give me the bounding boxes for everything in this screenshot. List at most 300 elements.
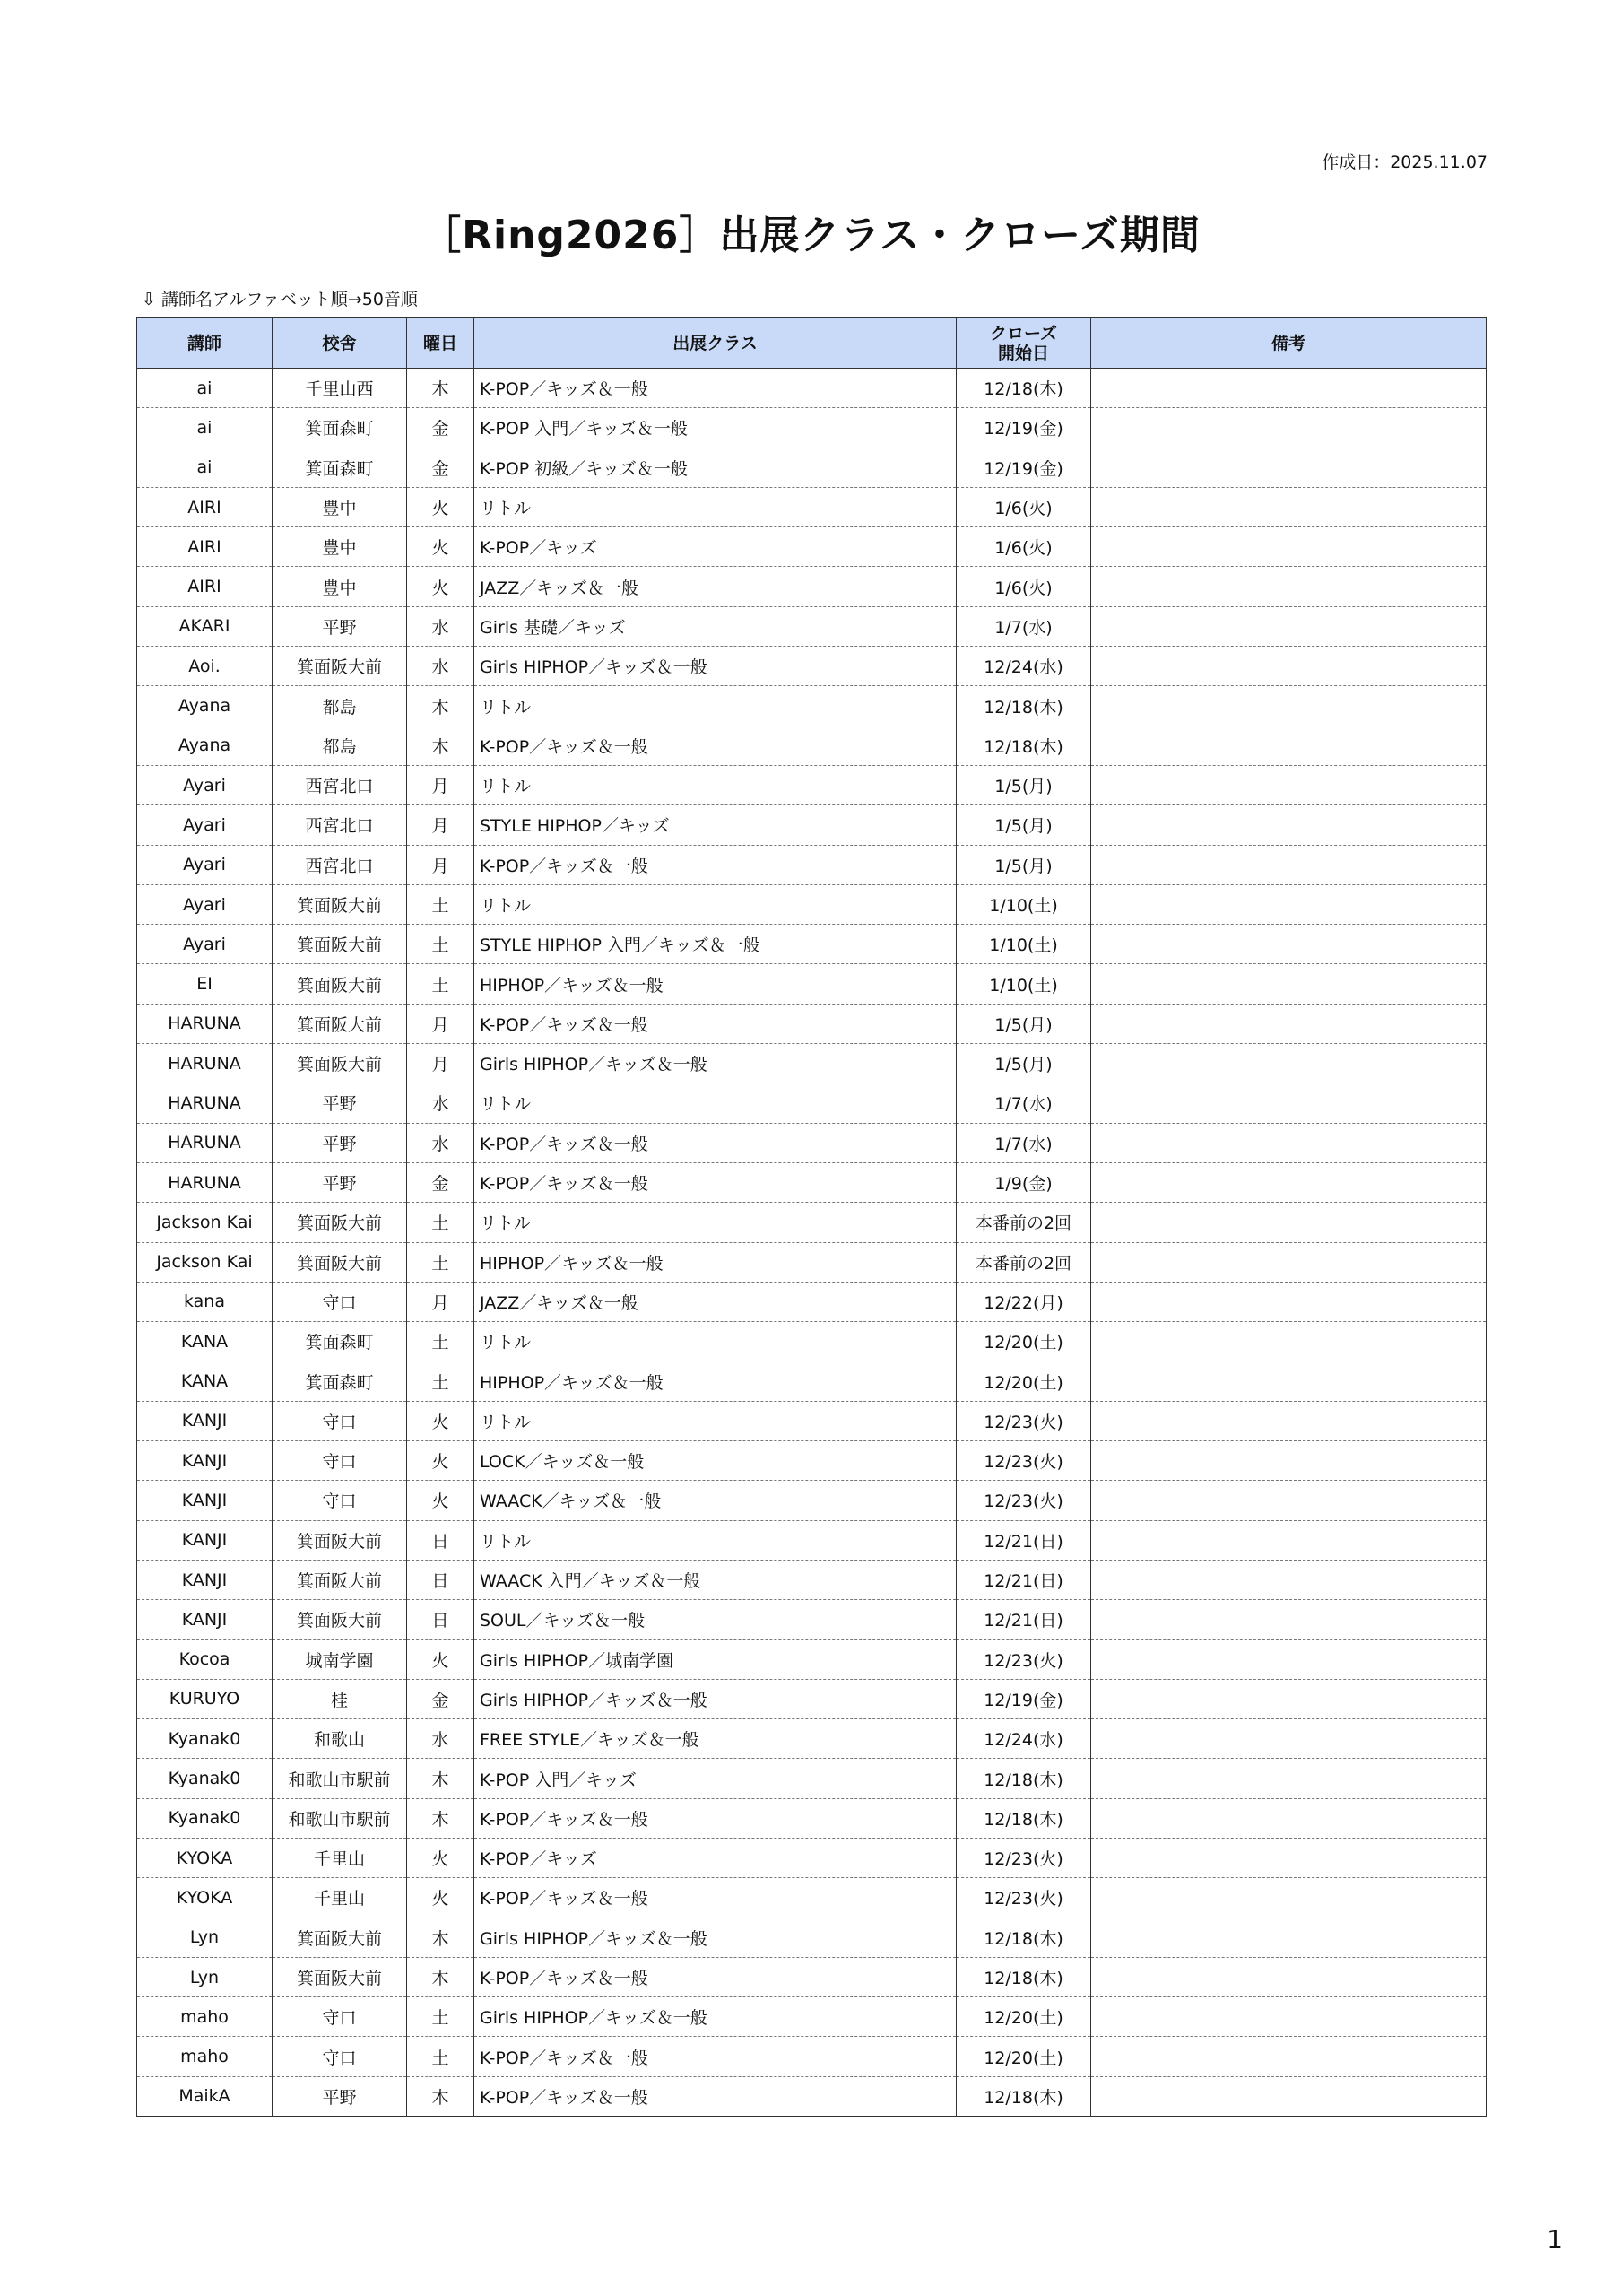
cell-close-start: 1/7(水) (957, 1123, 1091, 1162)
table-row (137, 1957, 1487, 1996)
cell-notes (1091, 1162, 1487, 1202)
cell-close-start: 1/10(土) (957, 884, 1091, 924)
cell-class: K-POP 入門／キッズ＆一般 (474, 408, 957, 448)
cell-school: 箕面阪大前 (273, 1242, 407, 1282)
cell-close-start: 12/19(金) (957, 408, 1091, 448)
cell-class: HIPHOP／キッズ＆一般 (474, 1242, 957, 1282)
cell-close-start: 12/19(金) (957, 1679, 1091, 1718)
table-row (137, 1083, 1487, 1123)
cell-weekday: 土 (407, 964, 474, 1004)
cell-school: 守口 (273, 1481, 407, 1520)
cell-class: リトル (474, 487, 957, 526)
cell-close-start: 1/7(水) (957, 1083, 1091, 1123)
cell-weekday: 火 (407, 1878, 474, 1918)
cell-school: 箕面阪大前 (273, 1203, 407, 1242)
cell-close-start: 本番前の2回 (957, 1203, 1091, 1242)
cell-school: 守口 (273, 2037, 407, 2076)
table-row (137, 1759, 1487, 1798)
cell-school: 箕面阪大前 (273, 1600, 407, 1639)
cell-school: 千里山西 (273, 369, 407, 408)
cell-class: K-POP／キッズ (474, 1838, 957, 1877)
cell-notes (1091, 647, 1487, 686)
cell-school: 箕面阪大前 (273, 964, 407, 1004)
cell-school: 箕面阪大前 (273, 1957, 407, 1996)
cell-notes (1091, 567, 1487, 606)
cell-close-start: 本番前の2回 (957, 1242, 1091, 1282)
cell-school: 守口 (273, 1401, 407, 1440)
cell-weekday: 月 (407, 845, 474, 884)
cell-close-start: 1/5(月) (957, 765, 1091, 804)
cell-weekday: 水 (407, 606, 474, 646)
cell-school: 豊中 (273, 527, 407, 567)
cell-close-start: 1/10(土) (957, 964, 1091, 1004)
cell-notes (1091, 1600, 1487, 1639)
cell-instructor: Ayari (137, 765, 273, 804)
cell-school: 平野 (273, 1162, 407, 1202)
cell-school: 西宮北口 (273, 845, 407, 884)
cell-class: リトル (474, 1083, 957, 1123)
cell-weekday: 水 (407, 1083, 474, 1123)
cell-school: 桂 (273, 1679, 407, 1718)
cell-close-start: 1/5(月) (957, 805, 1091, 845)
cell-notes (1091, 1123, 1487, 1162)
cell-instructor: HARUNA (137, 1083, 273, 1123)
cell-weekday: 木 (407, 1798, 474, 1838)
cell-notes (1091, 606, 1487, 646)
cell-class: SOUL／キッズ＆一般 (474, 1600, 957, 1639)
cell-notes (1091, 1560, 1487, 1599)
cell-class: K-POP／キッズ＆一般 (474, 1123, 957, 1162)
cell-notes (1091, 1401, 1487, 1440)
cell-close-start: 12/18(木) (957, 2076, 1091, 2116)
cell-weekday: 火 (407, 567, 474, 606)
cell-class: STYLE HIPHOP／キッズ (474, 805, 957, 845)
table-row (137, 1004, 1487, 1043)
cell-class: リトル (474, 765, 957, 804)
cell-weekday: 木 (407, 686, 474, 726)
cell-class: Girls HIPHOP／キッズ＆一般 (474, 1918, 957, 1957)
cell-instructor: Lyn (137, 1957, 273, 1996)
table-row (137, 805, 1487, 845)
cell-school: 守口 (273, 1441, 407, 1481)
cell-instructor: KURUYO (137, 1679, 273, 1718)
cell-notes (1091, 487, 1487, 526)
col-header-instructor: 講師 (137, 318, 273, 369)
cell-close-start: 12/23(火) (957, 1441, 1091, 1481)
cell-class: リトル (474, 1520, 957, 1560)
cell-school: 箕面森町 (273, 408, 407, 448)
cell-weekday: 水 (407, 1719, 474, 1759)
table-row (137, 408, 1487, 448)
cell-class: K-POP／キッズ＆一般 (474, 1878, 957, 1918)
cell-instructor: kana (137, 1282, 273, 1321)
cell-weekday: 日 (407, 1560, 474, 1599)
cell-class: Girls HIPHOP／キッズ＆一般 (474, 647, 957, 686)
cell-instructor: HARUNA (137, 1004, 273, 1043)
cell-notes (1091, 1838, 1487, 1877)
cell-school: 箕面阪大前 (273, 884, 407, 924)
cell-instructor: KYOKA (137, 1838, 273, 1877)
cell-school: 都島 (273, 726, 407, 765)
cell-class: K-POP／キッズ＆一般 (474, 1957, 957, 1996)
cell-school: 和歌山市駅前 (273, 1759, 407, 1798)
cell-notes (1091, 448, 1487, 487)
col-header-school: 校舎 (273, 318, 407, 369)
table-row (137, 1044, 1487, 1083)
cell-weekday: 水 (407, 647, 474, 686)
cell-notes (1091, 805, 1487, 845)
cell-instructor: HARUNA (137, 1162, 273, 1202)
cell-instructor: Ayana (137, 686, 273, 726)
table-row (137, 925, 1487, 964)
table-row (137, 1242, 1487, 1282)
cell-notes (1091, 1282, 1487, 1321)
cell-weekday: 水 (407, 1123, 474, 1162)
cell-instructor: Kyanak0 (137, 1759, 273, 1798)
cell-instructor: MaikA (137, 2076, 273, 2116)
cell-close-start: 1/7(水) (957, 606, 1091, 646)
cell-school: 箕面阪大前 (273, 1004, 407, 1043)
cell-weekday: 金 (407, 1162, 474, 1202)
cell-notes (1091, 527, 1487, 567)
cell-weekday: 火 (407, 1838, 474, 1877)
cell-close-start: 12/21(日) (957, 1560, 1091, 1599)
page-number: 1 (1547, 2224, 1563, 2254)
cell-weekday: 月 (407, 1044, 474, 1083)
cell-instructor: Lyn (137, 1918, 273, 1957)
cell-notes (1091, 1957, 1487, 1996)
cell-class: リトル (474, 1322, 957, 1361)
cell-weekday: 木 (407, 1759, 474, 1798)
cell-notes (1091, 765, 1487, 804)
cell-close-start: 12/18(木) (957, 1957, 1091, 1996)
cell-notes (1091, 1798, 1487, 1838)
schedule-table (136, 317, 1487, 2117)
cell-instructor: ai (137, 369, 273, 408)
cell-class: K-POP／キッズ＆一般 (474, 2076, 957, 2116)
cell-close-start: 1/6(火) (957, 487, 1091, 526)
cell-school: 和歌山市駅前 (273, 1798, 407, 1838)
cell-school: 箕面阪大前 (273, 1520, 407, 1560)
cell-weekday: 日 (407, 1600, 474, 1639)
cell-weekday: 火 (407, 527, 474, 567)
cell-weekday: 土 (407, 1242, 474, 1282)
table-row (137, 765, 1487, 804)
cell-class: K-POP／キッズ (474, 527, 957, 567)
table-row (137, 2076, 1487, 2116)
cell-notes (1091, 408, 1487, 448)
cell-weekday: 木 (407, 1957, 474, 1996)
cell-weekday: 土 (407, 2037, 474, 2076)
cell-class: STYLE HIPHOP 入門／キッズ＆一般 (474, 925, 957, 964)
table-row (137, 2037, 1487, 2076)
cell-notes (1091, 1361, 1487, 1401)
cell-weekday: 木 (407, 2076, 474, 2116)
table-row (137, 1719, 1487, 1759)
cell-instructor: KANJI (137, 1401, 273, 1440)
cell-close-start: 12/18(木) (957, 726, 1091, 765)
cell-notes (1091, 2076, 1487, 2116)
cell-class: JAZZ／キッズ＆一般 (474, 567, 957, 606)
created-date: 作成日：2025.11.07 (1322, 152, 1488, 172)
cell-instructor: Ayari (137, 845, 273, 884)
table-row (137, 884, 1487, 924)
table-row (137, 1639, 1487, 1679)
cell-notes (1091, 1203, 1487, 1242)
cell-instructor: Aoi. (137, 647, 273, 686)
cell-close-start: 1/6(火) (957, 527, 1091, 567)
cell-notes (1091, 1679, 1487, 1718)
cell-instructor: Kocoa (137, 1639, 273, 1679)
cell-weekday: 金 (407, 448, 474, 487)
cell-school: 箕面阪大前 (273, 925, 407, 964)
cell-weekday: 火 (407, 487, 474, 526)
cell-school: 平野 (273, 1123, 407, 1162)
cell-weekday: 木 (407, 369, 474, 408)
cell-weekday: 月 (407, 1282, 474, 1321)
cell-close-start: 1/5(月) (957, 1004, 1091, 1043)
cell-instructor: KANJI (137, 1520, 273, 1560)
cell-school: 和歌山 (273, 1719, 407, 1759)
cell-weekday: 土 (407, 1997, 474, 2037)
cell-close-start: 12/18(木) (957, 1798, 1091, 1838)
cell-notes (1091, 1441, 1487, 1481)
cell-class: K-POP／キッズ＆一般 (474, 845, 957, 884)
table-row (137, 606, 1487, 646)
page-title: ［Ring2026］出展クラス・クローズ期間 (421, 213, 1201, 258)
cell-close-start: 12/20(土) (957, 1322, 1091, 1361)
cell-instructor: ai (137, 408, 273, 448)
cell-close-start: 12/23(火) (957, 1878, 1091, 1918)
col-header-notes: 備考 (1091, 318, 1487, 369)
cell-close-start: 12/23(火) (957, 1639, 1091, 1679)
cell-notes (1091, 1044, 1487, 1083)
cell-close-start: 12/24(水) (957, 1719, 1091, 1759)
cell-notes (1091, 2037, 1487, 2076)
cell-weekday: 火 (407, 1639, 474, 1679)
table-row (137, 1600, 1487, 1639)
cell-school: 豊中 (273, 567, 407, 606)
table-row (137, 1162, 1487, 1202)
cell-weekday: 金 (407, 408, 474, 448)
cell-notes (1091, 884, 1487, 924)
cell-class: HIPHOP／キッズ＆一般 (474, 1361, 957, 1401)
cell-school: 箕面阪大前 (273, 647, 407, 686)
cell-instructor: Kyanak0 (137, 1719, 273, 1759)
table-row (137, 1361, 1487, 1401)
cell-weekday: 月 (407, 765, 474, 804)
cell-class: FREE STYLE／キッズ＆一般 (474, 1719, 957, 1759)
cell-close-start: 1/5(月) (957, 845, 1091, 884)
cell-school: 西宮北口 (273, 765, 407, 804)
table-row (137, 726, 1487, 765)
cell-class: Girls HIPHOP／キッズ＆一般 (474, 1997, 957, 2037)
cell-notes (1091, 925, 1487, 964)
cell-school: 箕面阪大前 (273, 1560, 407, 1599)
cell-close-start: 12/18(木) (957, 369, 1091, 408)
cell-class: LOCK／キッズ＆一般 (474, 1441, 957, 1481)
cell-instructor: maho (137, 2037, 273, 2076)
cell-class: K-POP 初級／キッズ＆一般 (474, 448, 957, 487)
table-row (137, 1878, 1487, 1918)
cell-instructor: KANA (137, 1361, 273, 1401)
cell-class: リトル (474, 686, 957, 726)
cell-instructor: Jackson Kai (137, 1242, 273, 1282)
cell-weekday: 火 (407, 1441, 474, 1481)
cell-instructor: KANJI (137, 1600, 273, 1639)
table-row (137, 647, 1487, 686)
cell-notes (1091, 369, 1487, 408)
cell-school: 平野 (273, 2076, 407, 2116)
cell-instructor: Jackson Kai (137, 1203, 273, 1242)
cell-close-start: 12/18(木) (957, 1918, 1091, 1957)
cell-close-start: 12/20(土) (957, 1361, 1091, 1401)
cell-instructor: EI (137, 964, 273, 1004)
cell-close-start: 12/23(火) (957, 1481, 1091, 1520)
cell-instructor: KANJI (137, 1481, 273, 1520)
cell-notes (1091, 1639, 1487, 1679)
cell-weekday: 月 (407, 805, 474, 845)
table-row (137, 845, 1487, 884)
cell-close-start: 12/18(木) (957, 1759, 1091, 1798)
cell-school: 平野 (273, 1083, 407, 1123)
table-row (137, 369, 1487, 408)
cell-notes (1091, 686, 1487, 726)
cell-class: K-POP／キッズ＆一般 (474, 1798, 957, 1838)
cell-weekday: 土 (407, 1322, 474, 1361)
cell-class: HIPHOP／キッズ＆一般 (474, 964, 957, 1004)
table-row (137, 1560, 1487, 1599)
table-row (137, 1679, 1487, 1718)
cell-notes (1091, 1242, 1487, 1282)
cell-instructor: HARUNA (137, 1044, 273, 1083)
table-row (137, 1203, 1487, 1242)
cell-school: 箕面阪大前 (273, 1918, 407, 1957)
table-row (137, 1441, 1487, 1481)
cell-school: 箕面森町 (273, 448, 407, 487)
cell-notes (1091, 1520, 1487, 1560)
table-row (137, 527, 1487, 567)
cell-class: Girls HIPHOP／キッズ＆一般 (474, 1679, 957, 1718)
cell-close-start: 12/20(土) (957, 2037, 1091, 2076)
cell-class: K-POP／キッズ＆一般 (474, 1004, 957, 1043)
cell-weekday: 月 (407, 1004, 474, 1043)
table-row (137, 1322, 1487, 1361)
cell-close-start: 12/22(月) (957, 1282, 1091, 1321)
col-header-class: 出展クラス (474, 318, 957, 369)
cell-school: 守口 (273, 1997, 407, 2037)
cell-weekday: 火 (407, 1481, 474, 1520)
table-row (137, 1918, 1487, 1957)
cell-weekday: 火 (407, 1401, 474, 1440)
cell-weekday: 土 (407, 1203, 474, 1242)
col-header-weekday: 曜日 (407, 318, 474, 369)
cell-close-start: 12/23(火) (957, 1401, 1091, 1440)
cell-weekday: 日 (407, 1520, 474, 1560)
cell-school: 豊中 (273, 487, 407, 526)
cell-class: Girls HIPHOP／キッズ＆一般 (474, 1044, 957, 1083)
table-header-row (137, 318, 1487, 369)
cell-class: K-POP／キッズ＆一般 (474, 726, 957, 765)
cell-class: K-POP／キッズ＆一般 (474, 1162, 957, 1202)
cell-school: 平野 (273, 606, 407, 646)
cell-instructor: AIRI (137, 487, 273, 526)
cell-notes (1091, 1918, 1487, 1957)
cell-class: リトル (474, 1203, 957, 1242)
cell-class: リトル (474, 1401, 957, 1440)
table-row (137, 1838, 1487, 1877)
cell-notes (1091, 1759, 1487, 1798)
table-row (137, 448, 1487, 487)
sort-note: ⇩ 講師名アルファベット順→50音順 (142, 290, 418, 309)
table-row (137, 1123, 1487, 1162)
cell-instructor: Kyanak0 (137, 1798, 273, 1838)
table-row (137, 686, 1487, 726)
table-row (137, 1282, 1487, 1321)
cell-instructor: AIRI (137, 567, 273, 606)
cell-close-start: 12/21(日) (957, 1600, 1091, 1639)
table-row (137, 1481, 1487, 1520)
cell-instructor: AKARI (137, 606, 273, 646)
cell-notes (1091, 964, 1487, 1004)
cell-close-start: 12/23(火) (957, 1838, 1091, 1877)
cell-instructor: KANJI (137, 1560, 273, 1599)
cell-weekday: 土 (407, 925, 474, 964)
cell-school: 箕面森町 (273, 1361, 407, 1401)
cell-close-start: 12/21(日) (957, 1520, 1091, 1560)
cell-notes (1091, 1322, 1487, 1361)
table-row (137, 964, 1487, 1004)
cell-close-start: 12/18(木) (957, 686, 1091, 726)
cell-instructor: HARUNA (137, 1123, 273, 1162)
cell-weekday: 土 (407, 1361, 474, 1401)
cell-close-start: 12/19(金) (957, 448, 1091, 487)
table-row (137, 567, 1487, 606)
cell-instructor: Ayari (137, 884, 273, 924)
cell-school: 西宮北口 (273, 805, 407, 845)
cell-instructor: Ayana (137, 726, 273, 765)
cell-close-start: 1/10(土) (957, 925, 1091, 964)
cell-close-start: 12/24(水) (957, 647, 1091, 686)
cell-class: K-POP 入門／キッズ (474, 1759, 957, 1798)
cell-instructor: AIRI (137, 527, 273, 567)
cell-weekday: 金 (407, 1679, 474, 1718)
cell-notes (1091, 1083, 1487, 1123)
cell-class: Girls 基礎／キッズ (474, 606, 957, 646)
cell-class: JAZZ／キッズ＆一般 (474, 1282, 957, 1321)
cell-notes (1091, 1997, 1487, 2037)
table-row (137, 1798, 1487, 1838)
cell-close-start: 12/20(土) (957, 1997, 1091, 2037)
cell-close-start: 1/5(月) (957, 1044, 1091, 1083)
cell-class: WAACK／キッズ＆一般 (474, 1481, 957, 1520)
cell-school: 城南学園 (273, 1639, 407, 1679)
cell-class: リトル (474, 884, 957, 924)
cell-close-start: 1/6(火) (957, 567, 1091, 606)
table-row (137, 1997, 1487, 2037)
cell-class: K-POP／キッズ＆一般 (474, 369, 957, 408)
cell-school: 千里山 (273, 1838, 407, 1877)
cell-notes (1091, 726, 1487, 765)
cell-instructor: KANA (137, 1322, 273, 1361)
table-row (137, 1401, 1487, 1440)
cell-notes (1091, 1719, 1487, 1759)
cell-notes (1091, 1481, 1487, 1520)
cell-instructor: Ayari (137, 805, 273, 845)
cell-weekday: 木 (407, 726, 474, 765)
table-body (137, 369, 1487, 2117)
cell-weekday: 土 (407, 884, 474, 924)
